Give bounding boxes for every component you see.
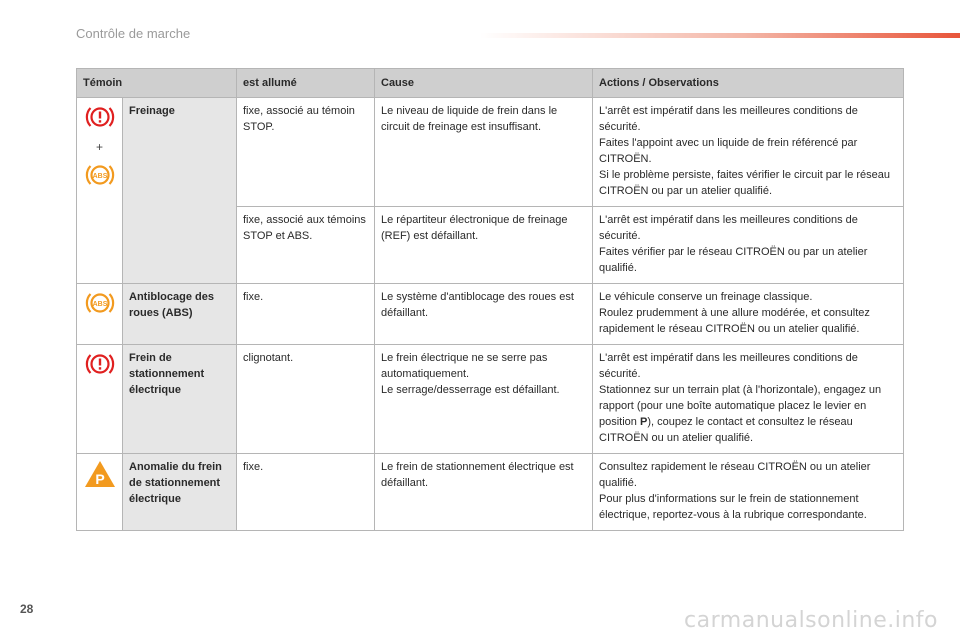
cell-allume: fixe, associé au témoin STOP. [237, 98, 375, 207]
watermark: carmanualsonline.info [684, 608, 938, 633]
brake-warning-icon [83, 350, 117, 378]
table-row [77, 454, 904, 531]
warning-lights-table [76, 68, 904, 531]
actions-text-before: L'arrêt est impératif dans les meilleures conditions de sécurité. Stationnez sur un terrain plat (à l'horizontale), engagez un rapport (pour une boîte automatique placez le levier en position [599, 352, 882, 428]
cell-cause: Le répartiteur électronique de freinage (REF) est défaillant. [375, 207, 593, 284]
table-header-row [77, 69, 904, 98]
cell-cause: Le frein électrique ne se serre pas automatiquement. Le serrage/desserrage est défaillant. [375, 345, 593, 454]
column-header-cause: Cause [375, 69, 593, 98]
parking-brake-fault-icon [83, 459, 117, 489]
abs-icon [83, 161, 117, 189]
icon-cell-anomalie [77, 454, 123, 531]
cell-allume: clignotant. [237, 345, 375, 454]
cell-cause: Le frein de stationnement électrique est défaillant. [375, 454, 593, 531]
svg-text:ABS: ABS [92, 172, 108, 180]
row-name-frein-stationnement: Frein de stationnement électrique [123, 345, 237, 454]
abs-icon [83, 289, 117, 317]
cell-allume: fixe. [237, 284, 375, 345]
actions-text-after: ), coupez le contact et consultez le réseau CITROËN ou un atelier qualifié. [599, 416, 853, 444]
cell-actions: L'arrêt est impératif dans les meilleures conditions de sécurité. Faites vérifier par le réseau CITROËN ou par un atelier qualifié. [593, 207, 904, 284]
icon-cell-freinage [77, 98, 123, 284]
table-row [77, 284, 904, 345]
cell-actions: Consultez rapidement le réseau CITROËN ou un atelier qualifié. Pour plus d'informations sur le frein de stationnement électrique, reportez-vous à la rubrique correspondante. [593, 454, 904, 531]
cell-cause: Le niveau de liquide de frein dans le circuit de freinage est insuffisant. [375, 98, 593, 207]
table-row [77, 98, 904, 207]
table-row [77, 345, 904, 454]
cell-actions: Le véhicule conserve un freinage classique. Roulez prudemment à une allure modérée, et consultez rapidement le réseau CITROËN ou un atelier qualifié. [593, 284, 904, 345]
column-header-actions: Actions / Observations [593, 69, 904, 98]
gear-position-p: P [639, 416, 648, 428]
column-header-temoin: Témoin [77, 69, 237, 98]
page-number: 28 [20, 602, 34, 616]
plus-sign: + [95, 140, 103, 154]
brake-warning-icon [83, 103, 117, 131]
cell-actions [593, 345, 904, 454]
svg-text:ABS: ABS [92, 300, 108, 308]
row-name-freinage: Freinage [123, 98, 237, 284]
page-section-title: Contrôle de marche [76, 26, 191, 41]
cell-actions: L'arrêt est impératif dans les meilleures conditions de sécurité. Faites l'appoint avec un liquide de frein référencé par CITROËN. Si le problème persiste, faites vérifier le circuit par le réseau CITROËN ou par un atelier qualifié. [593, 98, 904, 207]
row-name-anomalie: Anomalie du frein de stationnement électrique [123, 454, 237, 531]
cell-cause: Le système d'antiblocage des roues est défaillant. [375, 284, 593, 345]
cell-allume: fixe, associé aux témoins STOP et ABS. [237, 207, 375, 284]
column-header-est-allume: est allumé [237, 69, 375, 98]
icon-cell-frein-stationnement [77, 345, 123, 454]
header-accent-bar [480, 33, 960, 38]
icon-cell-abs [77, 284, 123, 345]
svg-text:P: P [95, 471, 105, 487]
row-name-abs: Antiblocage des roues (ABS) [123, 284, 237, 345]
cell-allume: fixe. [237, 454, 375, 531]
